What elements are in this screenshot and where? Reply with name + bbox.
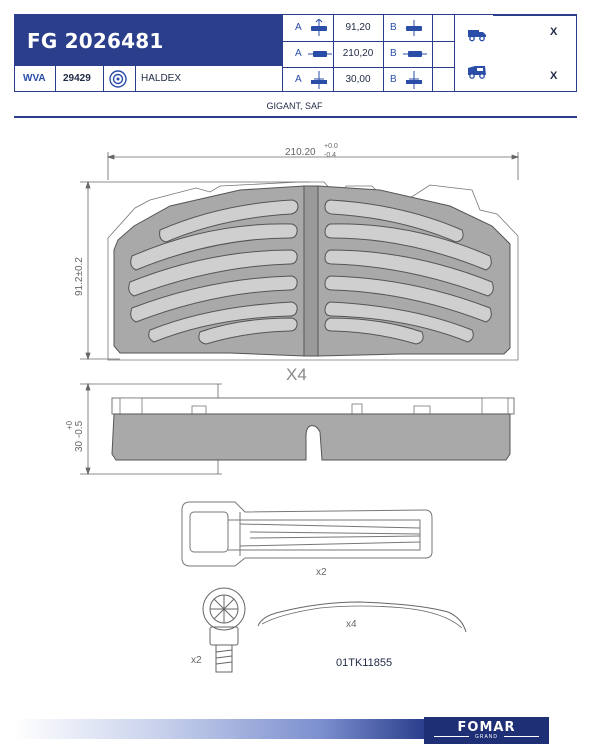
brake-disc-icon xyxy=(108,69,128,89)
spring-quantity: x2 xyxy=(316,567,327,578)
dimensions-table xyxy=(283,14,455,92)
truck-icon xyxy=(466,26,488,42)
pad-height-icon xyxy=(308,19,330,37)
dim-b-label: B xyxy=(390,48,397,59)
truck-mark: X xyxy=(550,26,558,38)
vehicle-type-table xyxy=(455,14,577,92)
dim-value: 210,20 xyxy=(342,48,374,59)
pad-width-icon xyxy=(307,45,333,63)
width-tolerance-lower: -0.4 xyxy=(324,152,337,159)
pad-thickness-icon xyxy=(403,70,425,90)
logo-subtext: GRAND xyxy=(474,734,499,740)
reference-row xyxy=(14,66,283,92)
dim-b-label: B xyxy=(390,74,397,85)
wva-label: WVA xyxy=(23,73,46,84)
fomar-logo xyxy=(424,717,549,744)
wva-number: 29429 xyxy=(63,73,91,84)
clip-quantity: x4 xyxy=(346,619,357,630)
van-mark: X xyxy=(550,70,558,82)
logo-text: FOMAR xyxy=(457,720,516,735)
pad-thickness-icon xyxy=(308,70,330,90)
width-dimension: 210.20 xyxy=(285,147,316,158)
dim-b-label: B xyxy=(390,22,397,33)
product-code: FG 2026481 xyxy=(27,29,164,53)
header-divider xyxy=(14,116,577,118)
dim-value: 91,20 xyxy=(345,22,371,33)
pad-height-icon xyxy=(403,19,425,37)
sensor-quantity: x2 xyxy=(191,655,202,666)
thickness-dimension: 30 -0.5 xyxy=(74,420,85,452)
thickness-tolerance: +0 xyxy=(65,420,74,430)
dim-a-label: A xyxy=(295,48,302,59)
dim-value: 30,00 xyxy=(345,74,371,85)
technical-drawing xyxy=(0,120,589,700)
dim-a-label: A xyxy=(295,22,302,33)
kit-code: 01TK11855 xyxy=(336,657,393,669)
vehicle-application: GIGANT, SAF xyxy=(266,101,323,111)
pad-quantity: X4 xyxy=(286,365,307,384)
footer-gradient xyxy=(14,719,424,739)
brake-system: HALDEX xyxy=(141,73,182,84)
dim-a-label: A xyxy=(295,74,302,85)
product-header xyxy=(14,14,577,92)
van-icon xyxy=(466,63,488,81)
height-dimension: 91.2±0.2 xyxy=(74,257,85,296)
product-code-box xyxy=(14,14,283,66)
width-tolerance-upper: +0.0 xyxy=(324,143,338,150)
pad-width-icon xyxy=(402,45,428,63)
